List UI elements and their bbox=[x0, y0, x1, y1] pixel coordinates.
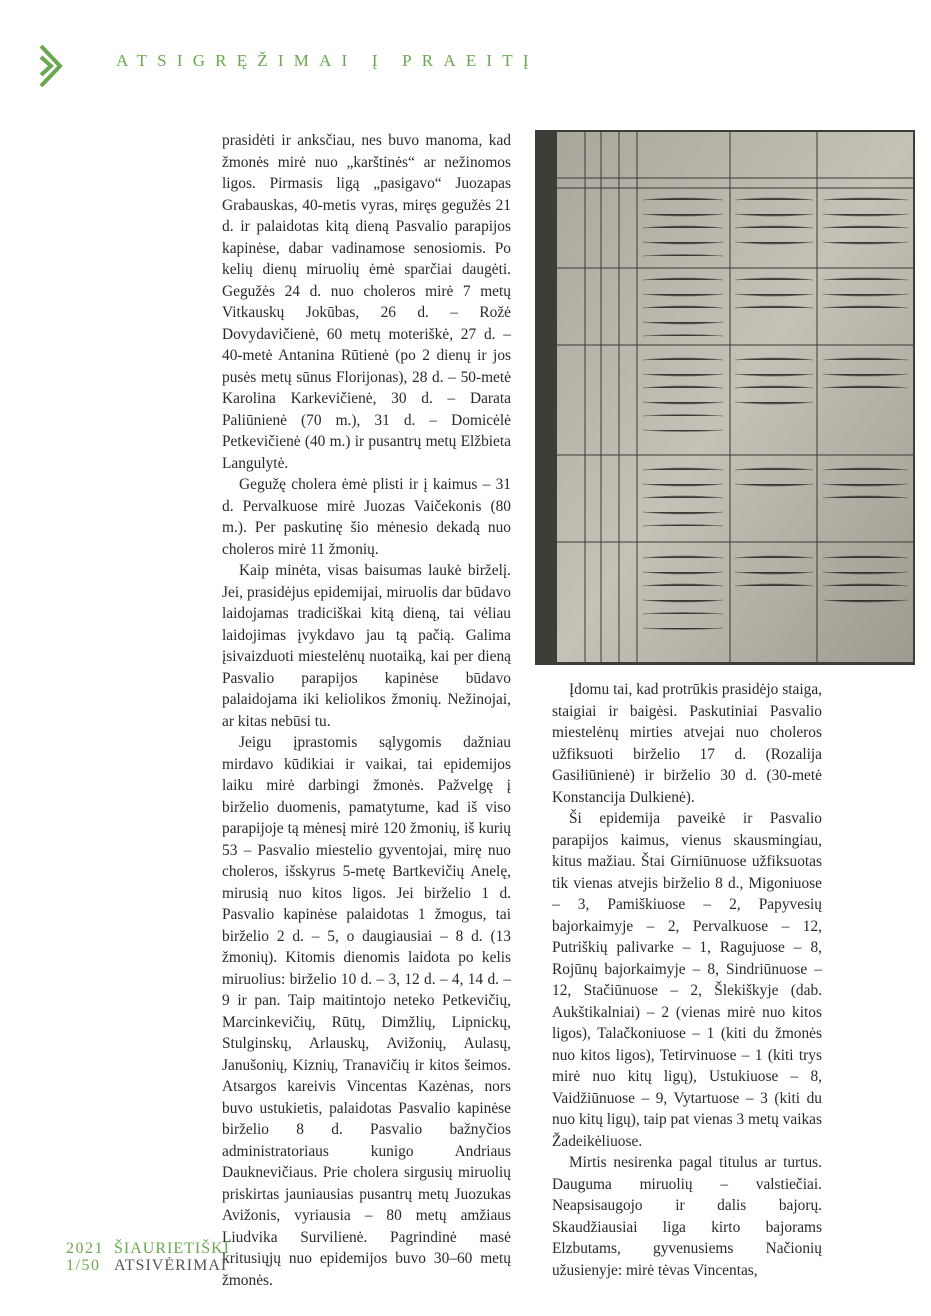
archival-register-photo bbox=[535, 130, 915, 665]
paragraph: Gegužę cholera ėmė plisti ir į kaimus – 31 d. Pervalkuose mirė Juozas Vaičekonis (80 m.). Per paskutinę šio mėnesio dekadą nuo choleros mirė 11 žmonių. bbox=[222, 476, 511, 558]
right-column bbox=[552, 679, 822, 1281]
paragraph: Kaip minėta, visas baisumas laukė birželį. Jei, prasidėjus epidemijai, miruolis dar būdavo laidojamas tradiciškai kitą dieną, tai vėliau laidojimas įvykdavo jau tą pačią. Galima įsivaizduoti miestelėnų nuotaiką, kai per dieną Pasvalio parapijos kapinėse būdavo palaidojama iki keliolikos žmonių. Nežinojai, ar kitas nebūsi tu. bbox=[222, 562, 511, 730]
paragraph: Įdomu tai, kad protrūkis prasidėjo staiga, staigiai ir baigėsi. Paskutiniai Pasvalio miestelėnų mirties atvejai nuo choleros užfiksuoti birželio 17 d. (Rozalija Gasiliūnienė) ir birželio 30 d. (30-metė Konstancija Dulkienė). bbox=[552, 681, 822, 806]
left-column bbox=[222, 130, 511, 1291]
chevron-logo-icon bbox=[38, 44, 68, 88]
paragraph: Jeigu įprastomis sąlygomis dažniau mirdavo kūdikiai ir vaikai, tai epidemijos laiku mirė darbingi žmonės. Pažvelgę į birželio duomenis, pamatytume, kad iš viso parapijoje tą mėnesį mirė 120 žmonių, iš kurių 53 – Pasvalio miestelio gyventojai, mirę nuo choleros, išskyrus 5-metę Bartkevičių Anelę, mirusią nuo kitos ligos. Jei birželio 1 d. Pasvalio kapinėse palaidotas 1 žmogus, tai birželio 2 d. – 5, o daugiausiai – 8 d. (13 žmonių). Kitomis dienomis laidota po kelis miruolius: birželio 10 d. – 3, 12 d. – 4, 14 d. – 9 ir pan. Taip maitintojo neteko Petkevičių, Marcinkevičių, Rūtų, Dimžlių, Lipnickų, Stulginskų, Arlauskų, Avižonių, Aulasų, Janušonių, Kiznių, Tranavičių ir kitos šeimos. Atsargos kareivis Vincentas Kazėnas, nors buvo ustukietis, palaidotas Pasvalio kapinėse birželio 8 d. Pasvalio bažnyčios administratoriaus kunigo Andriaus Dauknevičiaus. Prie cholera sirgusių miruolių priskirtas jauniausias pusantrų metų Juozukas Avižonis, vyriausia – 80 metų amžiaus Liudvika Survilienė. Pagrindinė masė kritusiųjų nuo epidemijos buvo 30–60 metų žmonės. bbox=[222, 734, 511, 1289]
magazine-name-line2: ATSIVĖRIMAI bbox=[114, 1257, 228, 1274]
section-title: ATSIGRĘŽIMAI Į PRAEITĮ bbox=[116, 51, 539, 70]
magazine-name-line1: ŠIAURIETIŠKI bbox=[114, 1240, 230, 1257]
paragraph: prasidėti ir anksčiau, nes buvo manoma, kad žmonės mirė nuo „karštinės“ ar nežinomos ligos. Pirmasis ligą „pasigavo“ Juozapas Grabauskas, 40-metis vyras, miręs gegužės 21 d. ir palaidotas kitą dieną Pasvalio parapijos kapinėse, dabar vadinamose senosiomis. Po kelių dienų miruolių ėmė sparčiai daugėti. Gegužės 24 d. nuo choleros mirė 7 metų Vitkauskų Jokūbas, 26 d. – Rožė Dovydavičienė, 60 metų moteriškė, 27 d. – 40-metė Antanina Rūtienė (po 2 dienų ir jos pusės metų sūnus Florijonas), 28 d. – 50-metė Karolina Karkevičienė, 30 d. – Darata Paliūnienė (70 m.), 31 d. – Domicėlė Petkevičienė (40 m.) ir pusantrų metų Elžbieta Langulytė. bbox=[222, 132, 511, 472]
footer-issue: 1/50 bbox=[66, 1257, 101, 1274]
paragraph: Mirtis nesirenka pagal titulus ar turtus. Dauguma miruolių – valstiečiai. Neapsisaugojo ir dalis bajorų. Skaudžiausiai liga kirto bajorams Elzbutams, gyvenusiems Načionių užusienyje: mirė tėvas Vincentas, bbox=[552, 1154, 822, 1279]
footer-year: 2021 bbox=[66, 1240, 104, 1257]
paragraph: Ši epidemija paveikė ir Pasvalio parapijos kaimus, vienus skausmingiau, kitus mažiau. Štai Girniūnuose užfiksuotas tik vienas atvejis birželio 8 d., Migoniuose – 3, Pamiškiuose – 2, Papyvesių bajorkaimyje – 2, Pervalkuose – 12, Putriškių palivarke – 1, Ragujuose – 8, Rojūnų bajorkaimyje – 8, Sindriūnuose – 12, Stačiūnuose – 2, Šlekiškyje (dab. Aukštikalniai) – 2 (vienas mirė nuo kitos ligos), Talačkoniuose – 1 (kiti du žmonės nuo kitos ligos), Tetirvinuose – 1 (kiti trys mirė nuo kitų ligų), Ustukiuose – 8, Vaidžiūnuose – 9, Vytartuose – 3 (kiti du nuo kitų ligų), taip pat vienas 3 metų vaikas Žadeikėliuose. bbox=[552, 810, 822, 1150]
page-footer bbox=[66, 1240, 230, 1274]
